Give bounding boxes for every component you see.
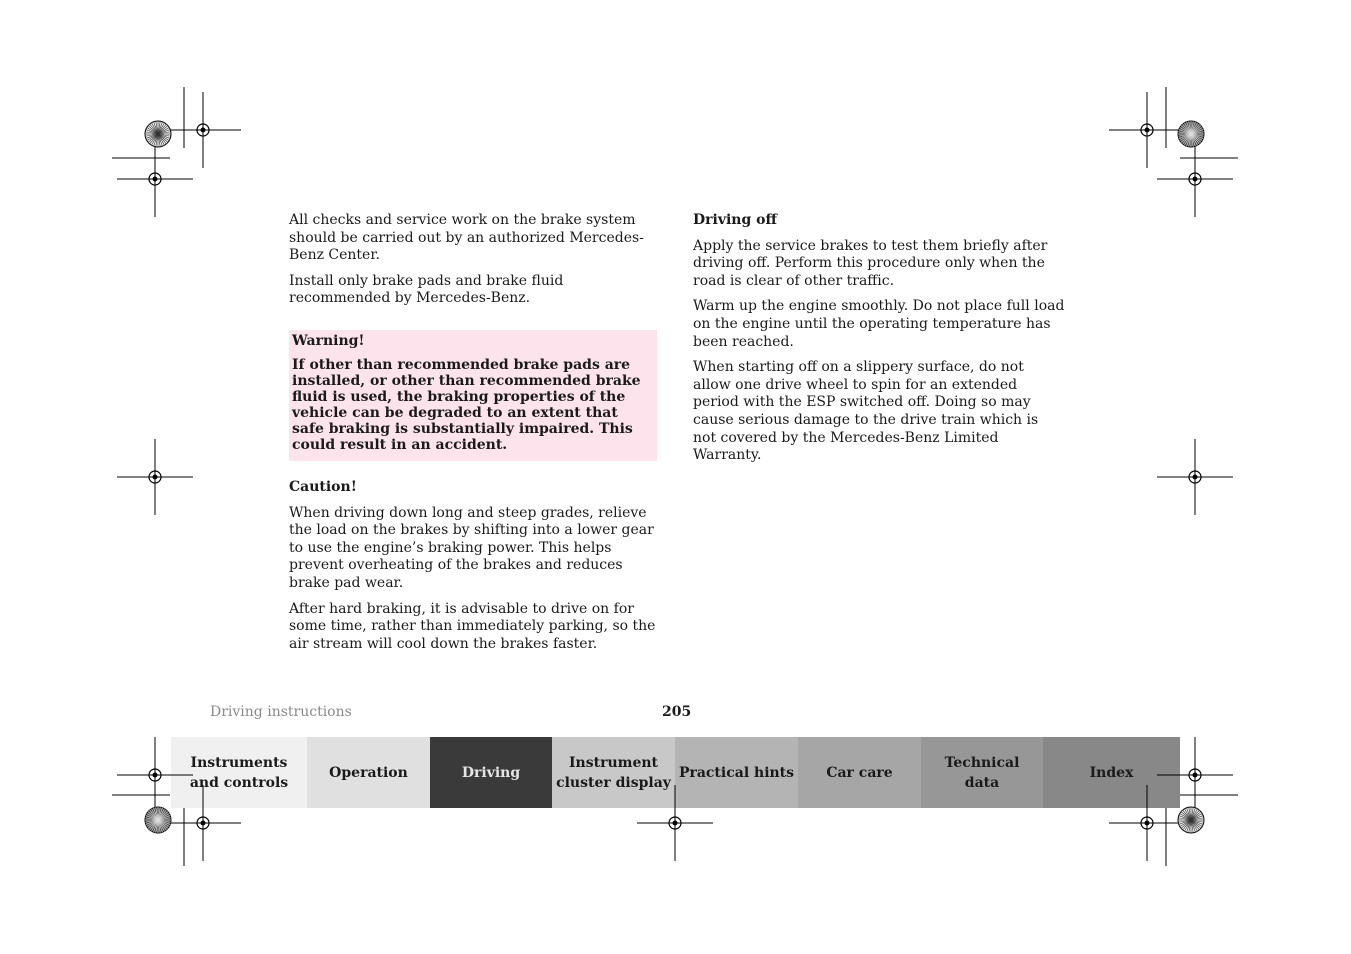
tab-instruments-and-controls[interactable]: Instruments and controls <box>171 737 307 808</box>
right-column <box>693 212 1065 473</box>
starburst-mark-icon <box>143 119 173 149</box>
tab-driving[interactable]: Driving <box>430 737 552 808</box>
brake-pads-paragraph: Install only brake pads and brake fluid recommended by Mercedes-Benz. <box>289 272 564 307</box>
starburst-mark-icon <box>143 805 173 835</box>
tab-operation[interactable]: Operation <box>307 737 430 808</box>
crosshair-mark-icon <box>1155 437 1235 517</box>
caution-paragraph-hard-braking: After hard braking, it is advisable to drive on for some time, rather than immediately parking, so the air stream will cool down the brakes faster. <box>289 600 656 652</box>
driving-off-paragraph-warmup: Warm up the engine smoothly. Do not place full load on the engine until the operating temperature has been reached. <box>693 298 1065 350</box>
crosshair-mark-icon <box>163 783 243 863</box>
brake-service-paragraph: All checks and service work on the brake system should be carried out by an authorized Mercedes-Benz Center. <box>289 212 644 264</box>
tab-technical-data[interactable]: Technical data <box>921 737 1043 808</box>
warning-box <box>289 330 657 461</box>
warning-text: If other than recommended brake pads are installed, or other than recommended brake fluid is used, the braking properties of the vehicle can be degraded to an extent that safe braking is substantially impaired. This could result in an accident. <box>292 356 641 453</box>
driving-off-paragraph-test: Apply the service brakes to test them briefly after driving off. Perform this procedure only when the road is clear of other traffic. <box>693 237 1048 289</box>
driving-off-paragraph-slippery: When starting off on a slippery surface, do not allow one drive wheel to spin for an extended period with the ESP switched off. Doing so may cause serious damage to the drive train which is not covered by the Mercedes-Benz Limited Warranty. <box>693 359 1039 464</box>
driving-off-heading: Driving off <box>693 212 777 228</box>
tab-index[interactable]: Index <box>1043 737 1180 808</box>
starburst-mark-icon <box>1176 119 1206 149</box>
tab-practical-hints[interactable]: Practical hints <box>675 737 798 808</box>
crosshair-mark-icon <box>115 437 195 517</box>
tab-car-care[interactable]: Car care <box>798 737 921 808</box>
crosshair-mark-icon <box>115 139 195 219</box>
starburst-mark-icon <box>1176 805 1206 835</box>
left-column <box>289 212 657 661</box>
warning-title: Warning! <box>292 332 365 349</box>
crosshair-mark-icon <box>635 783 715 863</box>
footer-section-title: Driving instructions <box>210 704 352 720</box>
crosshair-mark-icon <box>1107 783 1187 863</box>
caution-title: Caution! <box>289 478 357 495</box>
caution-paragraph-grades: When driving down long and steep grades, relieve the load on the brakes by shifting into a lower gear to use the engine’s braking power. This helps prevent overheating of the brakes and reduces brake pad wear. <box>289 504 654 591</box>
page-number: 205 <box>662 704 692 720</box>
tab-instrument-cluster-display[interactable]: Instrument cluster display <box>552 737 675 808</box>
crosshair-mark-icon <box>1155 139 1235 219</box>
